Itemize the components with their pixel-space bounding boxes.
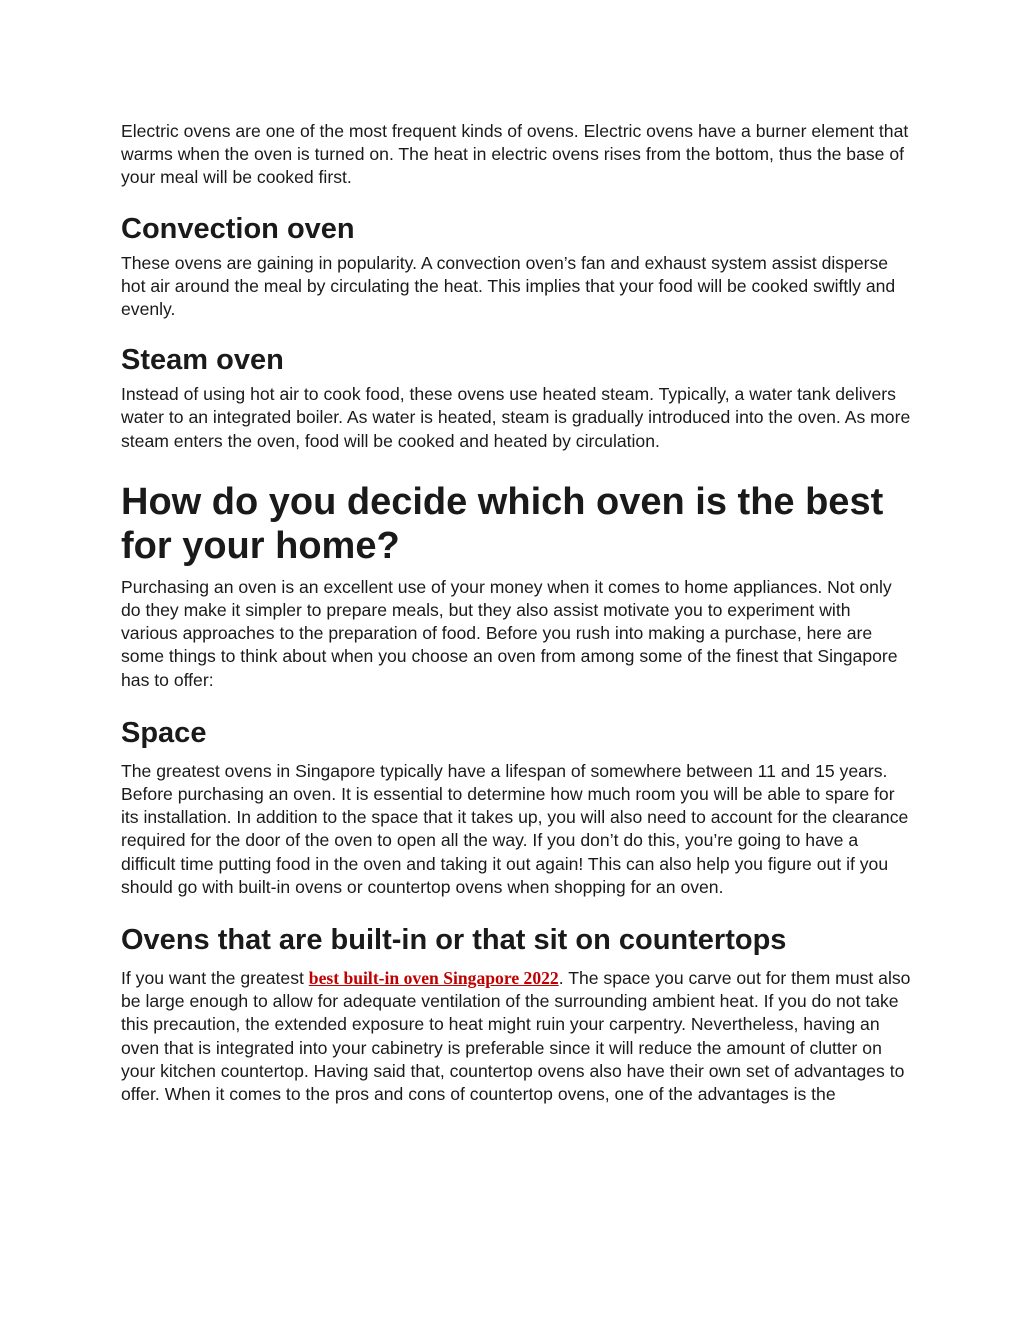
paragraph-text-after-link: . The space you carve out for them must also be large enough to allow for adequate ventilation of the surrounding ambient heat. If you do not take this precaution, the extended exposure to heat might ruin your carpentry. Nevertheless, having an oven that is integrated into your cabinetry is preferable since it will reduce the amount of clutter on your kitchen countertop. Having said that, countertop ovens also have their own set of advantages to offer. When it comes to the pros and cons of countertop ovens, one of the advantages is the	[121, 968, 911, 1105]
best-built-in-oven-link[interactable]: best built-in oven Singapore 2022	[308, 968, 559, 989]
intro-paragraph: Electric ovens are one of the most frequent kinds of ovens. Electric ovens have a burner element that warms when the oven is turned on. The heat in electric ovens rises from the bottom, thus the base of your meal will be cooked first.	[121, 121, 909, 188]
steam-oven-heading: Steam oven	[121, 344, 284, 377]
paragraph-text-before-link: If you want the greatest	[121, 968, 309, 989]
steam-oven-paragraph: Instead of using hot air to cook food, these ovens use heated steam. Typically, a water tank delivers water to an integrated boiler. As water is heated, steam is gradually introduced into the oven. As more steam enters the oven, food will be cooked and heated by circulation.	[121, 384, 911, 451]
convection-oven-heading: Convection oven	[121, 212, 355, 245]
document-page	[121, 120, 911, 1106]
convection-oven-paragraph: These ovens are gaining in popularity. A convection oven’s fan and exhaust system assist disperse hot air around the meal by circulating the heat. This implies that your food will be cooked swiftly and evenly.	[121, 252, 896, 320]
space-heading: Space	[121, 716, 207, 749]
built-in-countertop-heading: Ovens that are built-in or that sit on countertops	[121, 924, 787, 957]
decide-oven-paragraph: Purchasing an oven is an excellent use of your money when it comes to home appliances. Not only do they make it simpler to prepare meals, but they also assist motivate you to experiment with various approaches to the preparation of food. Before you rush into making a purchase, here are some things to think about when you choose an oven from among some of the finest that Singapore has to offer:	[121, 576, 898, 690]
space-paragraph: The greatest ovens in Singapore typically have a lifespan of somewhere between 11 and 15 years. Before purchasing an oven. It is essential to determine how much room you will be able to spare for its installation. In addition to the space that it takes up, you will also need to account for the clearance required for the door of the oven to open all the way. If you don’t do this, you’re going to have a difficult time putting food in the oven and taking it out again! This can also help you figure out if you should go with built-in ovens or countertop ovens when shopping for an oven.	[121, 760, 909, 897]
decide-oven-heading: How do you decide which oven is the best for your home?	[121, 480, 884, 567]
built-in-countertop-paragraph	[121, 967, 911, 1106]
